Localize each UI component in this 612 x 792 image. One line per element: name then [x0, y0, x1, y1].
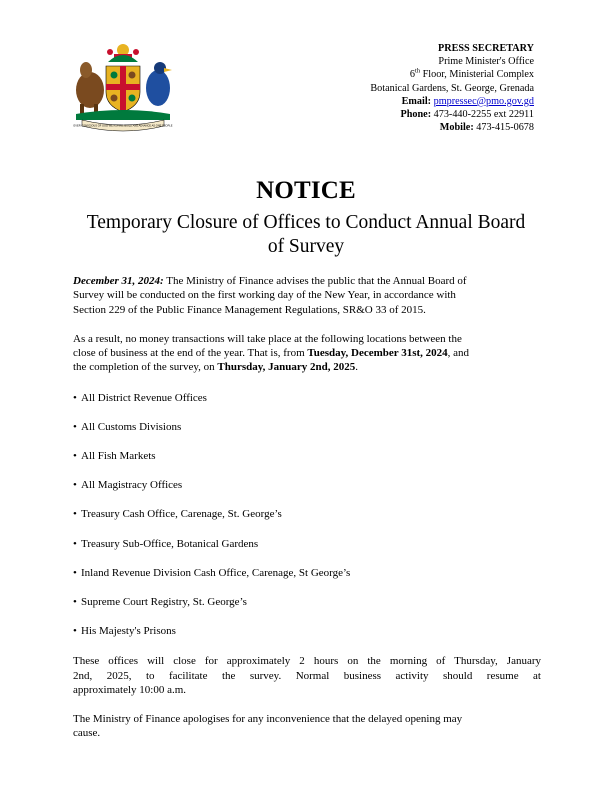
location-item — [73, 391, 541, 405]
schedule-line-3: approximately 10:00 a.m. — [73, 683, 187, 696]
location-item — [73, 566, 541, 580]
locations-list — [73, 391, 541, 639]
press-secretary-title: PRESS SECRETARY — [438, 43, 534, 54]
location-item — [73, 420, 541, 434]
crest-motto: EVER CONSCIOUS OF GOD WE ASPIRE, BUILD AND ADVANCE AS ONE PEOPLE — [73, 124, 173, 128]
notice-body — [73, 274, 541, 741]
grenada-coat-of-arms-logo — [68, 40, 178, 132]
location-item — [73, 624, 541, 638]
subtitle-line-2: of Survey — [267, 236, 345, 257]
location-text: Treasury Sub-Office, Botanical Gardens — [81, 537, 259, 550]
apology-line-2: cause. — [73, 727, 101, 740]
location-item — [73, 537, 541, 551]
paragraph-closure — [73, 332, 541, 375]
schedule-line-1: These offices will close for approximately 2 hours on the morning of Thursday, January — [73, 655, 541, 668]
closure-line-3a: the completion of the survey, on — [73, 361, 218, 374]
bullet-icon: • — [73, 595, 77, 608]
office-name: Prime Minister's Office — [438, 56, 534, 68]
email-row — [234, 95, 534, 108]
location-text: All Customs Divisions — [81, 420, 182, 433]
floor-rest: Floor, Ministerial Complex — [420, 69, 534, 81]
location-text: All District Revenue Offices — [81, 391, 207, 404]
bullet-icon: • — [73, 391, 77, 404]
intro-line-1: The Ministry of Finance advises the public that the Annual Board of — [163, 275, 467, 287]
location-text: All Fish Markets — [81, 449, 156, 462]
notice-subtitle — [60, 211, 552, 259]
bullet-icon: • — [73, 625, 77, 638]
office-floor — [234, 68, 534, 81]
notice-heading: NOTICE — [256, 177, 356, 204]
bullet-icon: • — [73, 508, 77, 521]
location-text: All Magistracy Offices — [81, 479, 183, 492]
floor-suffix: th — [415, 68, 421, 76]
apology-line-1: The Ministry of Finance apologises for any inconvenience that the delayed opening may — [73, 713, 463, 726]
floor-number: 6 — [409, 69, 416, 81]
location-item — [73, 449, 541, 463]
email-link[interactable]: pmpressec@pmo.gov.gd — [433, 95, 534, 107]
mobile-number: 473-415-0678 — [476, 122, 534, 134]
closure-line-2c: , and — [447, 346, 470, 359]
bullet-icon: • — [73, 537, 77, 550]
phone-number: 473-440-2255 ext 22911 — [433, 109, 534, 121]
intro-line-2: Survey will be conducted on the first working day of the New Year, in accordance with — [73, 289, 456, 302]
location-text: His Majesty's Prisons — [81, 625, 176, 638]
mobile-row — [234, 121, 534, 134]
intro-line-3: Section 229 of the Public Finance Management Regulations, SR&O 33 of 2015. — [73, 303, 426, 316]
location-item — [73, 507, 541, 521]
closure-start-date: Tuesday, December 31st, 2024 — [307, 346, 448, 359]
schedule-line-2: 2nd, 2025, to facilitate the survey. Normal business activity should resume at — [73, 669, 541, 682]
paragraph-intro — [73, 274, 541, 317]
mobile-label: Mobile: — [439, 122, 474, 134]
phone-label: Phone: — [400, 109, 432, 121]
paragraph-apology — [73, 712, 541, 741]
bullet-icon: • — [73, 449, 77, 462]
closure-end-date: Thursday, January 2nd, 2025 — [217, 361, 356, 374]
contact-block — [234, 42, 534, 134]
closure-line-1: As a result, no money transactions will take place at the following locations between the — [73, 332, 462, 345]
subtitle-line-1: Temporary Closure of Offices to Conduct Annual Board — [86, 212, 526, 233]
closure-line-3c: . — [355, 361, 359, 374]
bullet-icon: • — [73, 420, 77, 433]
notice-date: December 31, 2024: — [73, 275, 164, 287]
office-address: Botanical Gardens, St. George, Grenada — [370, 82, 534, 94]
location-item — [73, 595, 541, 609]
location-text: Inland Revenue Division Cash Office, Carenage, St George’s — [81, 566, 351, 579]
email-label: Email: — [401, 95, 432, 107]
bullet-icon: • — [73, 479, 77, 492]
paragraph-schedule — [73, 654, 541, 697]
location-item — [73, 478, 541, 492]
location-text: Treasury Cash Office, Carenage, St. George’s — [81, 508, 282, 521]
bullet-icon: • — [73, 566, 77, 579]
phone-row — [234, 108, 534, 121]
closure-line-2a: close of business at the end of the year. That is, from — [73, 346, 308, 359]
location-text: Supreme Court Registry, St. George’s — [81, 595, 247, 608]
